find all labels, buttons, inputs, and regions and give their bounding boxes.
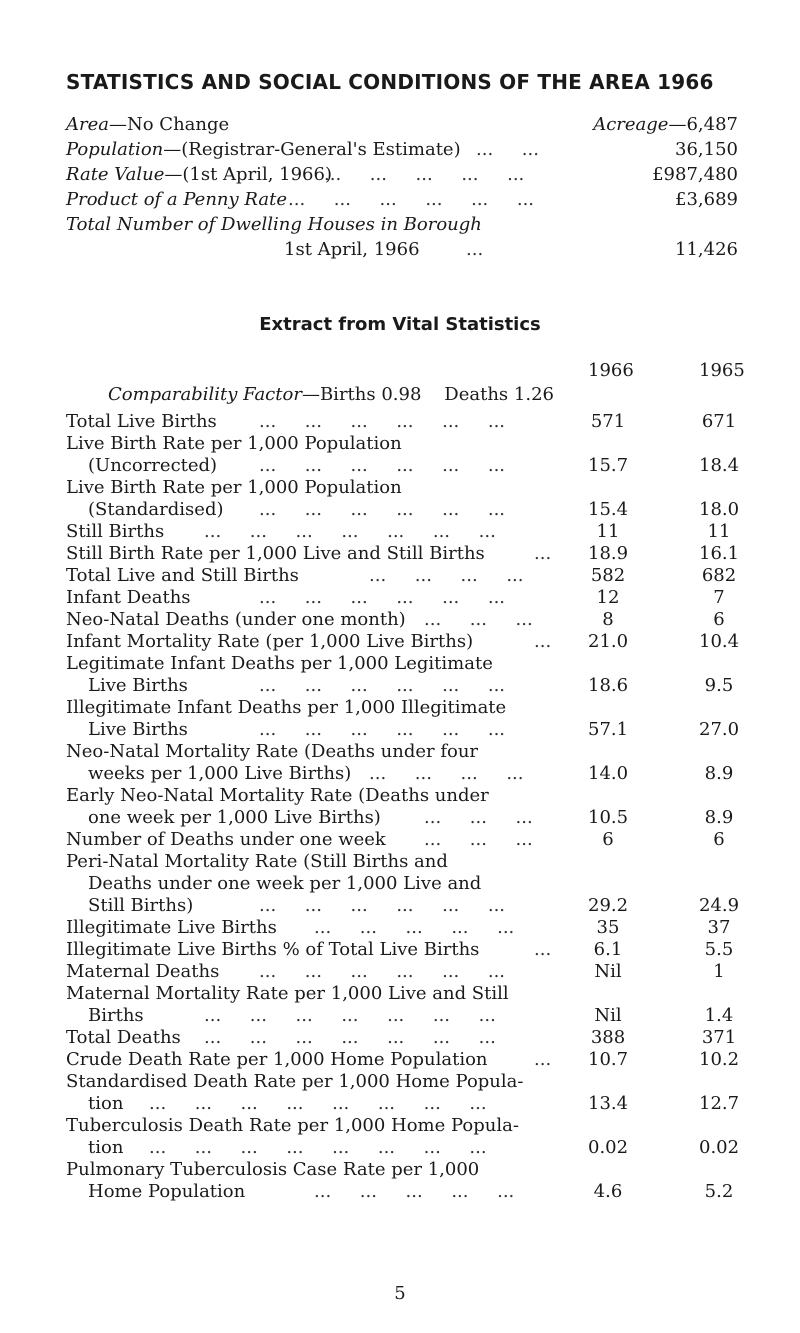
row-label: Peri-Natal Mortality Rate (Still Births and	[66, 851, 448, 872]
leader-dots: ... ... ... ... ...	[314, 917, 515, 938]
row-label: Maternal Mortality Rate per 1,000 Live and Still	[66, 983, 509, 1004]
row-label-line	[66, 895, 746, 917]
row-label-line	[66, 1071, 746, 1093]
row-label-line	[66, 1181, 746, 1203]
value-1966: 15.4	[588, 499, 629, 520]
row-label: Neo-Natal Mortality Rate (Deaths under four	[66, 741, 479, 762]
value-1965: 10.4	[699, 631, 740, 652]
value-1965: 24.9	[699, 895, 740, 916]
leader-dots: ...	[466, 239, 484, 260]
leader-dots: ... ... ...	[424, 609, 533, 630]
row-label-line	[66, 829, 746, 851]
population-row	[66, 137, 738, 162]
table-row	[66, 1159, 746, 1203]
section-heading: Extract from Vital Statistics	[259, 314, 541, 335]
row-label-line	[66, 521, 746, 543]
value-1966: 10.7	[588, 1049, 629, 1070]
value-1965: 18.4	[699, 455, 740, 476]
table-row	[66, 851, 746, 917]
penny-rate-label: Product of a Penny Rate	[66, 189, 287, 210]
value-1965: 5.5	[704, 939, 734, 960]
value-1966: 18.6	[588, 675, 629, 696]
row-label-line	[66, 851, 746, 873]
table-row	[66, 609, 746, 631]
row-label: Pulmonary Tuberculosis Case Rate per 1,000	[66, 1159, 480, 1180]
row-label: Illegitimate Live Births	[66, 917, 277, 938]
area-summary	[66, 112, 738, 262]
value-1965: 37	[707, 917, 731, 938]
row-label-line	[66, 1093, 746, 1115]
row-label-line	[66, 939, 746, 961]
row-label: Deaths under one week per 1,000 Live and	[88, 873, 482, 894]
row-label: Legitimate Infant Deaths per 1,000 Legitimate	[66, 653, 493, 674]
rate-value-value: £987,480	[652, 164, 738, 185]
table-row	[66, 433, 746, 477]
table-row	[66, 1071, 746, 1115]
value-1966: 4.6	[593, 1181, 623, 1202]
value-1966: 8	[602, 609, 614, 630]
table-row	[66, 1115, 746, 1159]
row-label: Still Births	[66, 521, 165, 542]
year-header-1966: 1966	[588, 360, 634, 381]
value-1965: 12.7	[699, 1093, 740, 1114]
table-row	[66, 983, 746, 1027]
dwellings-date: 1st April, 1966	[284, 239, 420, 260]
row-label: Infant Mortality Rate (per 1,000 Live Births)	[66, 631, 474, 652]
penny-rate-value: £3,689	[675, 189, 738, 210]
row-label-line	[66, 675, 746, 697]
table-row	[66, 961, 746, 983]
row-label: Illegitimate Live Births % of Total Live Births	[66, 939, 480, 960]
leader-dots: ... ... ... ... ...	[314, 1181, 515, 1202]
row-label-line	[66, 1049, 746, 1071]
row-label-line	[66, 961, 746, 983]
row-label: tion	[88, 1093, 124, 1114]
value-1966: 29.2	[588, 895, 629, 916]
year-header-1965: 1965	[699, 360, 745, 381]
row-label-line	[66, 631, 746, 653]
row-label-line	[66, 1137, 746, 1159]
row-label-line	[66, 807, 746, 829]
row-label-line	[66, 1159, 746, 1181]
value-1965: 7	[713, 587, 725, 608]
leader-dots: ... ... ... ... ... ... ... ...	[149, 1137, 487, 1158]
value-1966: 6	[602, 829, 614, 850]
leader-dots: ... ... ... ... ... ... ...	[204, 1027, 496, 1048]
row-label-line	[66, 1027, 746, 1049]
leader-dots: ... ... ... ...	[369, 565, 524, 586]
row-label: Tuberculosis Death Rate per 1,000 Home Popula-	[66, 1115, 519, 1136]
table-row	[66, 829, 746, 851]
value-1966: 57.1	[588, 719, 629, 740]
rate-value-row	[66, 162, 738, 187]
table-row	[66, 697, 746, 741]
row-label-line	[66, 477, 746, 499]
dwellings-label: Total Number of Dwelling Houses in Borough	[66, 214, 482, 235]
value-1966: 21.0	[588, 631, 629, 652]
row-label-line	[66, 565, 746, 587]
table-row	[66, 1049, 746, 1071]
leader-dots: ... ... ...	[424, 829, 533, 850]
row-label: Live Births	[88, 675, 188, 696]
row-label: Total Live Births	[66, 411, 217, 432]
value-1965: 1.4	[704, 1005, 734, 1026]
table-row	[66, 411, 746, 433]
row-label-line	[66, 411, 746, 433]
row-label: Still Births)	[88, 895, 194, 916]
leader-dots: ... ... ... ... ...	[324, 164, 525, 185]
value-1965: 11	[707, 521, 731, 542]
value-1965: 5.2	[704, 1181, 734, 1202]
table-row	[66, 939, 746, 961]
value-1965: 10.2	[699, 1049, 740, 1070]
value-1965: 16.1	[699, 543, 740, 564]
table-row	[66, 565, 746, 587]
leader-dots: ... ... ... ... ... ... ... ...	[149, 1093, 487, 1114]
value-1966: 10.5	[588, 807, 629, 828]
area-value: —No Change	[109, 114, 230, 135]
rate-value-label: Rate Value	[66, 164, 165, 185]
value-1966: 0.02	[588, 1137, 629, 1158]
leader-dots: ...	[534, 939, 552, 960]
leader-dots: ... ... ... ... ... ...	[259, 411, 506, 432]
row-label-line	[66, 543, 746, 565]
value-1965: 27.0	[699, 719, 740, 740]
row-label-line	[66, 587, 746, 609]
table-row	[66, 917, 746, 939]
row-label: Live Birth Rate per 1,000 Population	[66, 433, 402, 454]
row-label: Number of Deaths under one week	[66, 829, 386, 850]
population-text: —(Registrar-General's Estimate)	[163, 139, 461, 160]
table-row	[66, 741, 746, 785]
leader-dots: ... ...	[476, 139, 539, 160]
table-row	[66, 785, 746, 829]
penny-rate-row	[66, 187, 738, 212]
population-value: 36,150	[675, 139, 738, 160]
row-label: Illegitimate Infant Deaths per 1,000 Illegitimate	[66, 697, 507, 718]
row-label-line	[66, 609, 746, 631]
row-label-line	[66, 917, 746, 939]
leader-dots: ... ... ... ... ... ... ...	[204, 1005, 496, 1026]
value-1965: 0.02	[699, 1137, 740, 1158]
row-label-line	[66, 763, 746, 785]
row-label: Maternal Deaths	[66, 961, 220, 982]
table-row	[66, 1027, 746, 1049]
page-title: STATISTICS AND SOCIAL CONDITIONS OF THE AREA 1966	[66, 70, 714, 94]
value-1966: 14.0	[588, 763, 629, 784]
row-label-line	[66, 433, 746, 455]
value-1965: 1	[713, 961, 725, 982]
value-1966: Nil	[594, 961, 622, 982]
value-1966: 13.4	[588, 1093, 629, 1114]
value-1966: 571	[590, 411, 626, 432]
row-label: Early Neo-Natal Mortality Rate (Deaths under	[66, 785, 489, 806]
leader-dots: ... ... ... ... ... ...	[259, 499, 506, 520]
row-label: Home Population	[88, 1181, 246, 1202]
value-1965: 6	[713, 609, 725, 630]
value-1965: 682	[701, 565, 737, 586]
row-label: Live Birth Rate per 1,000 Population	[66, 477, 402, 498]
rate-value-text: —(1st April, 1966)	[164, 164, 332, 185]
row-label: Neo-Natal Deaths (under one month)	[66, 609, 406, 630]
table-row	[66, 521, 746, 543]
value-1966: 18.9	[588, 543, 629, 564]
value-1966: 35	[596, 917, 620, 938]
table-row	[66, 477, 746, 521]
row-label-line	[66, 873, 746, 895]
value-1966: 388	[590, 1027, 626, 1048]
table-row	[66, 631, 746, 653]
leader-dots: ... ... ... ... ... ...	[259, 719, 506, 740]
value-1966: 582	[590, 565, 626, 586]
area-row	[66, 112, 738, 137]
population-label: Population	[66, 139, 164, 160]
row-label-line	[66, 983, 746, 1005]
area-label: Area	[66, 114, 109, 135]
leader-dots: ... ... ...	[424, 807, 533, 828]
leader-dots: ...	[534, 631, 552, 652]
row-label-line	[66, 719, 746, 741]
comparability-factor	[108, 384, 554, 405]
page-number: 5	[394, 1283, 406, 1304]
leader-dots: ...	[534, 1049, 552, 1070]
row-label: Still Birth Rate per 1,000 Live and Still Births	[66, 543, 485, 564]
row-label: Total Deaths	[66, 1027, 181, 1048]
value-1965: 8.9	[704, 763, 734, 784]
row-label: Total Live and Still Births	[66, 565, 299, 586]
row-label-line	[66, 1005, 746, 1027]
acreage-label: Acreage	[593, 114, 669, 135]
row-label-line	[66, 785, 746, 807]
row-label: tion	[88, 1137, 124, 1158]
table-row	[66, 587, 746, 609]
row-label: weeks per 1,000 Live Births)	[88, 763, 352, 784]
leader-dots: ...	[534, 543, 552, 564]
leader-dots: ... ... ... ... ... ...	[259, 895, 506, 916]
leader-dots: ... ... ... ... ... ...	[259, 455, 506, 476]
table-row	[66, 543, 746, 565]
row-label: Births	[88, 1005, 144, 1026]
value-1965: 371	[701, 1027, 737, 1048]
row-label-line	[66, 455, 746, 477]
value-1965: 6	[713, 829, 725, 850]
leader-dots: ... ... ... ... ... ...	[259, 675, 506, 696]
value-1965: 9.5	[704, 675, 734, 696]
row-label: Standardised Death Rate per 1,000 Home Popula-	[66, 1071, 524, 1092]
row-label: one week per 1,000 Live Births)	[88, 807, 381, 828]
leader-dots: ... ... ... ... ... ... ...	[204, 521, 496, 542]
value-1965: 8.9	[704, 807, 734, 828]
row-label: (Standardised)	[88, 499, 224, 520]
row-label-line	[66, 1115, 746, 1137]
row-label: Infant Deaths	[66, 587, 191, 608]
value-1965: 671	[701, 411, 737, 432]
acreage-value: —6,487	[668, 114, 738, 135]
dwellings-row	[66, 212, 738, 237]
leader-dots: ... ... ... ...	[369, 763, 524, 784]
row-label-line	[66, 741, 746, 763]
leader-dots: ... ... ... ... ... ...	[259, 587, 506, 608]
dwellings-value: 11,426	[675, 239, 738, 260]
row-label-line	[66, 697, 746, 719]
value-1965: 18.0	[699, 499, 740, 520]
leader-dots: ... ... ... ... ... ...	[259, 961, 506, 982]
value-1966: 15.7	[588, 455, 629, 476]
dwellings-date-row	[66, 237, 738, 262]
row-label: (Uncorrected)	[88, 455, 218, 476]
value-1966: 12	[596, 587, 620, 608]
row-label: Live Births	[88, 719, 188, 740]
comparability-text: —Births 0.98 Deaths 1.26	[301, 384, 554, 405]
row-label: Crude Death Rate per 1,000 Home Population	[66, 1049, 488, 1070]
value-1966: 6.1	[593, 939, 623, 960]
value-1966: 11	[596, 521, 620, 542]
comparability-label: Comparability Factor	[108, 384, 302, 405]
leader-dots: ... ... ... ... ... ...	[288, 189, 535, 210]
value-1966: Nil	[594, 1005, 622, 1026]
vital-statistics-table	[66, 411, 746, 1203]
row-label-line	[66, 653, 746, 675]
row-label-line	[66, 499, 746, 521]
table-row	[66, 653, 746, 697]
